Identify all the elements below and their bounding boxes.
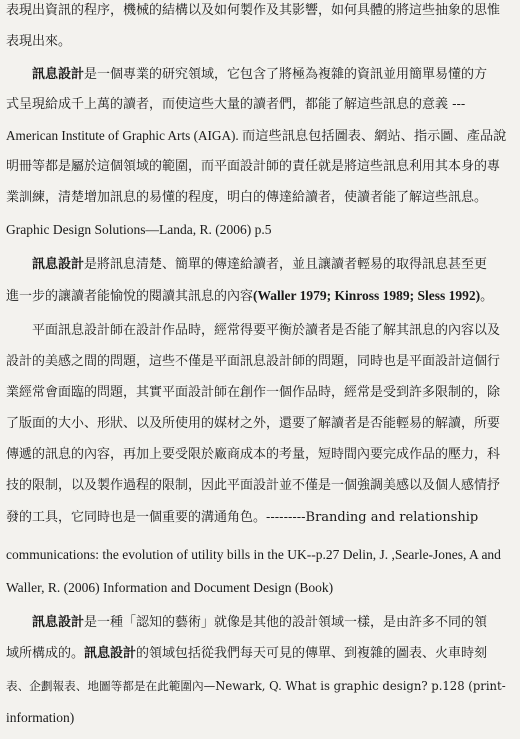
text-run: 是將訊息清楚、簡單的傳達給讀者，並且讓讀者輕易的取得訊息甚至更 [84,257,488,272]
citation: communications: the evolution of utility bills in the UK--p.27 Delin, J. ,Searle-Jones, A and [6,547,501,562]
text-run: 傳遞的訊息的內容，再加上要受限於廠商成本的考量，短時間內要完成作品的壓力，科 [6,447,501,462]
text-run: 表現出來。 [6,34,72,49]
citation: (Waller 1979; Kinross 1989; Sless 1992) [253,288,481,303]
text-line [32,322,512,340]
text-run: 業經常會面臨的問題，其實平面設計師在創作一個作品時，經常是受到許多限制的，除 [6,385,501,400]
text-line [6,384,512,402]
text-run: 設計的美感之間的問題，這些不僅是平面訊息設計師的問題，同時也是平面設計這個行 [6,354,501,369]
text-run: American Institute of Graphic Arts (AIGA). 而這些訊息包括圖表、網站、指示圖、產品說 [6,128,507,143]
term-bold: 訊息設計 [32,257,85,272]
text-run: 域所構成的。 [6,646,85,661]
text-line [6,509,512,527]
citation-line [6,221,512,239]
text-run: 進一步的讓讀者能愉悅的閱讀其訊息的內容 [6,289,254,304]
text-line [6,2,512,20]
term-bold: 訊息設計 [32,615,85,630]
text-line [6,477,512,495]
citation: Waller, R. (2006) Information and Document Design (Book) [6,580,334,595]
text-run: 式呈現給成千上萬的讀者，而使這些大量的讀者們，都能了解這些訊息的意義 --- [6,97,466,112]
text-run: 了版面的大小、形狀、以及所使用的媒材之外，還要了解讀者是否能輕易的解讀，所要 [6,416,501,431]
citation-line [6,709,512,727]
text-line [6,446,512,464]
text-run: 。 [480,289,494,304]
citation-line [6,546,512,564]
text-line [32,256,512,274]
text-line [6,158,512,176]
text-run: 是一種「認知的藝術」就像是其他的設計領域一樣，是由許多不同的領 [84,615,488,630]
text-run: 表現出資訊的程序，機械的結構以及如何製作及其影響，如何具體的將這些抽象的思惟 [6,3,501,18]
text-run: 業訓練，清楚增加訊息的易懂的程度，明白的傳達給讀者，使讀者能了解這些訊息。 [6,190,488,205]
citation: Graphic Design Solutions—Landa, R. (2006) p.5 [6,222,272,237]
term-bold: 訊息設計 [32,67,85,82]
text-run: 平面訊息設計師在設計作品時，經常得要平衡於讀者是否能了解其訊息的內容以及 [32,323,501,338]
citation: information) [6,710,75,725]
text-line [6,189,512,207]
text-line [6,645,512,663]
text-run: 發的工具，它同時也是一個重要的溝通角色。---------Branding and relationship [6,510,479,525]
text-line [6,415,512,433]
text-run: 是一個專業的研究領域，它包含了將極為複雜的資訊並用簡單易懂的方 [84,67,488,82]
text-line [6,353,512,371]
text-run: 的領域包括從我們每天可見的傳單、到複雜的圖表、火車時刻 [136,646,488,661]
text-run: 表、企劃報表、地圖等都是在此範圍內—Newark, Q. What is graphic design? p.128 (print- [6,679,506,693]
text-line [32,66,512,84]
citation-line [6,579,512,597]
text-run: 技的限制，以及製作過程的限制，因此平面設計並不僅是一個強調美感以及個人感情抒 [6,478,501,493]
text-run: 明冊等都是屬於這個領域的範圍，而平面設計師的責任就是將這些訊息利用其本身的專 [6,159,501,174]
term-bold: 訊息設計 [84,646,137,661]
text-line [6,96,512,114]
text-line [6,33,512,51]
text-line [32,614,512,632]
text-line [6,127,512,145]
text-line [6,677,512,695]
text-line [6,287,512,305]
